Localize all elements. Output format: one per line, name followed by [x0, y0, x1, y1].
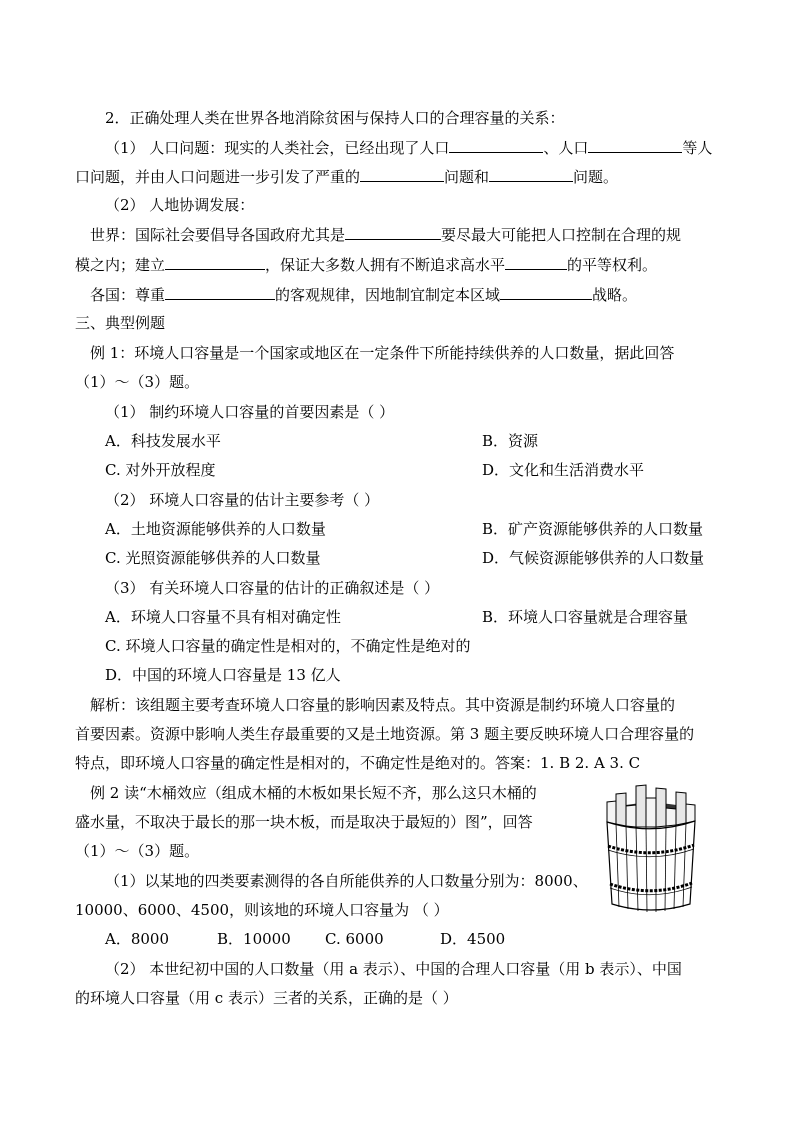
harmony-heading: （2） 人地协调发展：: [105, 196, 255, 214]
q1-option-c: C. 对外开放程度: [105, 461, 216, 479]
section-3-heading: 三、典型例题: [75, 314, 166, 332]
population-issue-line-2: [75, 166, 618, 188]
q1-option-b: B．资源: [482, 432, 539, 450]
text: 口问题，并由人口问题进一步引发了严重的: [75, 168, 361, 186]
text: 各国：尊重: [90, 286, 166, 304]
question-2: （2） 环境人口容量的估计主要参考（ ）: [105, 491, 380, 509]
world-line-2: [75, 254, 657, 276]
text: 的客观规律，因地制宜制定本区域: [275, 286, 501, 304]
answer-blank: [505, 254, 567, 270]
text: 问题。: [573, 168, 619, 186]
answer-blank: [165, 284, 275, 300]
answer-blank: [489, 166, 573, 182]
text: 、人口: [543, 139, 589, 157]
world-line: [90, 224, 681, 246]
q2-option-d: D．气候资源能够供养的人口数量: [482, 549, 705, 567]
wooden-bucket-illustration: [596, 780, 706, 920]
q2-option-c: C. 光照资源能够供养的人口数量: [105, 549, 321, 567]
answer-blank: [360, 166, 444, 182]
q3-option-a: A．环境人口容量不具有相对确定性: [105, 608, 341, 626]
text: 世界：国际社会要倡导各国政府尤其是: [90, 226, 346, 244]
example-2-stem-3: （1）～（3）题。: [75, 842, 200, 860]
text: 战略。: [592, 286, 638, 304]
q3-option-d: D．中国的环境人口容量是 13 亿人: [105, 666, 341, 684]
text: （1） 人口问题：现实的人类社会，已经出现了人口: [105, 139, 450, 157]
text: 的平等权利。: [567, 256, 658, 274]
example-2-stem-2: 盛水量，不取决于最长的那一块木板，而是取决于最短的）图”，回答: [75, 813, 533, 831]
q2-option-b: B．矿产资源能够供养的人口数量: [482, 520, 704, 538]
q1-option-a: A．科技发展水平: [105, 432, 221, 450]
answer-blank: [165, 254, 265, 270]
analysis-line-2: 首要因素。资源中影响人类生存最重要的又是土地资源。第 3 题主要反映环境人口合理容量的: [75, 725, 695, 743]
text: 问题和: [444, 168, 490, 186]
question-3: （3） 有关环境人口容量的估计的正确叙述是（ ）: [105, 579, 440, 597]
answer-blank: [588, 137, 682, 153]
e2-option-b: B．10000: [217, 930, 291, 948]
q3-option-c: C. 环境人口容量的确定性是相对的，不确定性是绝对的: [105, 637, 471, 655]
answer-blank: [345, 224, 441, 240]
example-1-stem-2: （1）～（3）题。: [75, 373, 200, 391]
analysis-line-1: 解析：该组题主要考查环境人口容量的影响因素及特点。其中资源是制约环境人口容量的: [90, 696, 676, 714]
analysis-line-3: 特点，即环境人口容量的确定性是相对的，不确定性是绝对的。答案：1. B 2. A 3. C: [75, 754, 641, 772]
example-2-stem: 例 2 读“木桶效应（组成木桶的木板如果长短不齐，那么这只木桶的: [90, 784, 537, 802]
answer-blank: [500, 284, 592, 300]
population-issue-line: [105, 137, 712, 159]
item-2-heading: 2．正确处理人类在世界各地消除贫困与保持人口的合理容量的关系：: [105, 109, 565, 127]
answer-blank: [449, 137, 543, 153]
text: 模之内；建立: [75, 256, 166, 274]
example-2-question-1: （1）以某地的四类要素测得的各自所能供养的人口数量分别为：8000、: [105, 872, 588, 890]
example-2-question-2-2: 的环境人口容量（用 c 表示）三者的关系，正确的是（ ）: [75, 989, 458, 1007]
example-2-question-2: （2） 本世纪初中国的人口数量（用 a 表示）、中国的合理人口容量（用 b 表示）、中国: [105, 960, 682, 978]
q1-option-d: D．文化和生活消费水平: [482, 461, 645, 479]
e2-option-c: C. 6000: [325, 930, 384, 948]
text: 等人: [682, 139, 713, 157]
country-line: [90, 284, 637, 306]
example-2-question-1-2: 10000、6000、4500，则该地的环境人口容量为 （ ）: [75, 901, 449, 919]
q3-option-b: B．环境人口容量就是合理容量: [482, 608, 689, 626]
e2-option-a: A．8000: [105, 930, 170, 948]
q2-option-a: A．土地资源能够供养的人口数量: [105, 520, 326, 538]
e2-option-d: D．4500: [440, 930, 506, 948]
example-1-stem: 例 1：环境人口容量是一个国家或地区在一定条件下所能持续供养的人口数量，据此回答: [90, 344, 675, 362]
text: 要尽最大可能把人口控制在合理的规: [441, 226, 682, 244]
text: ，保证大多数人拥有不断追求高水平: [265, 256, 506, 274]
question-1: （1） 制约环境人口容量的首要因素是（ ）: [105, 403, 395, 421]
